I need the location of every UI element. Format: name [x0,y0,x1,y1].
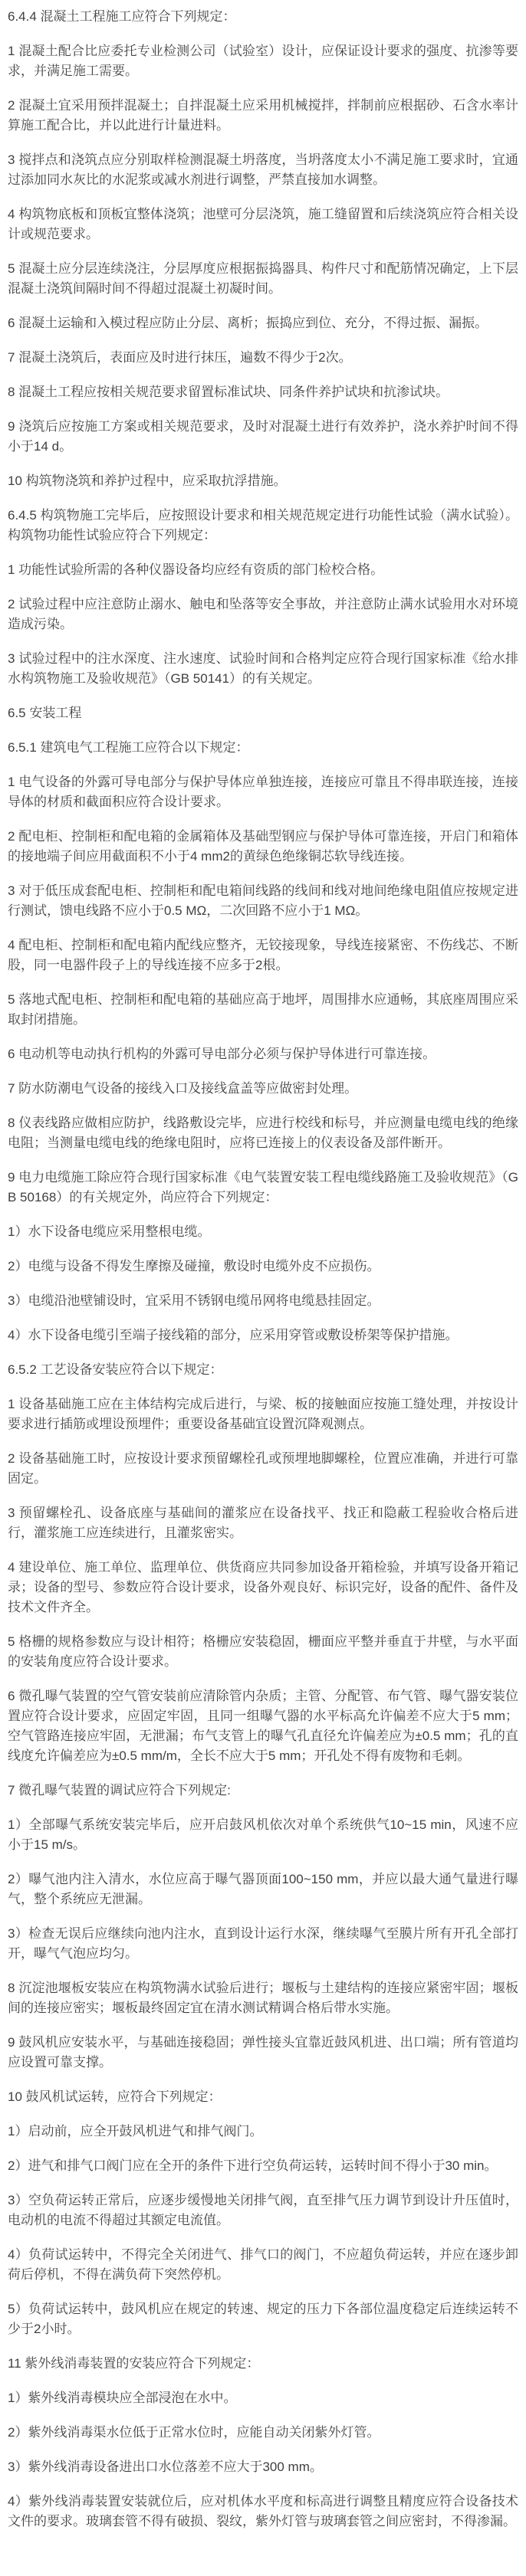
clause-subitem: 1）启动前，应全开鼓风机进气和排气阀门。 [8,2124,263,2138]
clause-item: 5 格栅的规格参数应与设计相符；格栅应安装稳固，栅面应平整并垂直于井壁，与水平面的安装角度应符合设计要求。 [8,1634,518,1669]
clause-item: 8 仪表线路应做相应防护，线路敷设完毕，应进行校线和标号，并应测量电缆电线的绝缘电阻；当测量电缆电线的绝缘电阻时，应将已连接上的仪表设备及部件断开。 [8,1116,518,1150]
clause-item: 8 混凝土工程应按相关规范要求留置标准试块、同条件养护试块和抗渗试块。 [8,385,449,399]
clause-item: 4 建设单位、施工单位、监理单位、供货商应共同参加设备开箱检验，并填写设备开箱记录；设备的型号、参数应符合设计要求，设备外观良好、标识完好，设备的配件、备件及技术文件齐全。 [8,1560,518,1614]
clause-subitem: 1）水下设备电缆应采用整根电缆。 [8,1224,211,1239]
clause-item: 10 鼓风机试运转，应符合下列规定： [8,2089,222,2104]
clause-item: 2 试验过程中应注意防止溺水、触电和坠落等安全事故，并注意防止满水试验用水对环境造成污染。 [8,597,518,631]
clause-item: 7 防水防潮电气设备的接线入口及接线盒盖等应做密封处理。 [8,1081,358,1096]
clause-item: 4 构筑物底板和顶板宜整体浇筑；池壁可分层浇筑，施工缝留置和后续浇筑应符合相关设计或规范要求。 [8,207,518,241]
clause-subitem: 4）水下设备电缆引至端子接线箱的部分，应采用穿管或敷设桥架等保护措施。 [8,1328,459,1342]
clause-item: 3 预留螺栓孔、设备底座与基础间的灌浆应在设备找平、找正和隐蔽工程验收合格后进行，灌浆施工应连续进行，且灌浆密实。 [8,1506,518,1540]
section-heading: 6.5 安装工程 [8,706,82,720]
clause-subitem: 2）进气和排气口阀门应在全开的条件下进行空负荷运转，运转时间不得小于30 min。 [8,2158,498,2173]
clause-item: 9 电力电缆施工除应符合现行国家标准《电气装置安装工程电缆线路施工及验收规范》（GB 50168）的有关规定外，尚应符合下列规定： [8,1170,518,1204]
clause-subitem: 3）空负荷运转正常后，应逐步缓慢地关闭排气阀，直至排气压力调节到设计升压值时，电动机的电流不得超过其额定电流值。 [8,2193,518,2227]
clause-subitem: 3）紫外线消毒设备进出口水位落差不应大于300 mm。 [8,2460,323,2474]
clause-item: 6 混凝土运输和入模过程应防止分层、离析；振捣应到位、充分，不得过振、漏振。 [8,316,488,330]
clause-item: 5 混凝土应分层连续浇注，分层厚度应根据振捣器具、构件尺寸和配筋情况确定，上下层混凝土浇筑间隔时间不得超过混凝土初凝时间。 [8,261,518,296]
clause-item: 6 微孔曝气装置的空气管安装前应清除管内杂质；主管、分配管、布气管、曝气器安装位置应符合设计要求，应固定牢固，且同一组曝气器的水平标高允许偏差不应大于5 mm；空气管路连接应牢固，无泄漏；布气支管上的曝气孔直径允许偏差应为±0.5 mm；孔的直线度允许偏差应为±0.5 mm/m，全长不应大于5 mm；开孔处不得有废物和毛刺。 [8,1689,518,1763]
clause-item: 1 功能性试验所需的各种仪器设备均应经有资质的部门检校合格。 [8,562,384,577]
clause-heading: 6.5.1 建筑电气工程施工应符合以下规定： [8,740,249,755]
clause-subitem: 2）曝气池内注入清水，水位应高于曝气器顶面100~150 mm，并应以最大通气量进行曝气，整个系统应无泄漏。 [8,1872,518,1906]
clause-item: 3 搅拌点和浇筑点应分别取样检测混凝土坍落度，当坍落度太小不满足施工要求时，宜通过添加同水灰比的水泥浆或减水剂进行调整，严禁直接加水调整。 [8,152,518,187]
clause-item: 2 设备基础施工时，应按设计要求预留螺栓孔或预埋地脚螺栓，位置应准确，并进行可靠固定。 [8,1451,518,1486]
clause-item: 4 配电柜、控制柜和配电箱内配线应整齐，无铰接现象，导线连接紧密、不伤线芯、不断股，同一电器件段子上的导线连接不应多于2根。 [8,938,518,972]
clause-item: 9 浇筑后应按施工方案或相关规范要求，及时对混凝土进行有效养护，浇水养护时间不得小于14 d。 [8,419,518,454]
clause-subitem: 4）紫外线消毒装置安装就位后，应对机体水平度和标高进行调整且精度应符合设备技术文件的要求。玻璃套管不得有破损、裂纹，紫外灯管与玻璃套管之间应密封，不得渗漏。 [8,2494,518,2528]
clause-item: 1 电气设备的外露可导电部分与保护导体应单独连接，连接应可靠且不得串联连接，连接导体的材质和截面积应符合设计要求。 [8,775,518,809]
clause-item: 3 对于低压成套配电柜、控制柜和配电箱间线路的线间和线对地间绝缘电阻值应按规定进行测试，馈电线路不应小于0.5 MΩ，二次回路不应小于1 MΩ。 [8,883,518,918]
clause-item: 5 落地式配电柜、控制柜和配电箱的基础应高于地坪，周围排水应通畅，其底座周围应采取封闭措施。 [8,992,518,1027]
clause-subitem: 1）全部曝气系统安装完毕后，应开启鼓风机依次对单个系统供气10~15 min，风速不应小于15 m/s。 [8,1817,518,1852]
clause-item: 3 试验过程中的注水深度、注水速度、试验时间和合格判定应符合现行国家标准《给水排水构筑物施工及验收规范》（GB 50141）的有关规定。 [8,651,518,686]
clause-item: 2 混凝土宜采用预拌混凝土；自拌混凝土应采用机械搅拌，拌制前应根据砂、石含水率计算施工配合比，并以此进行计量进料。 [8,98,518,133]
clause-heading: 6.4.5 构筑物施工完毕后，应按照设计要求和相关规范规定进行功能性试验（满水试验）。构筑物功能性试验应符合下列规定： [8,508,518,542]
clause-item: 7 微孔曝气装置的调试应符合下列规定: [8,1783,231,1798]
clause-item: 10 构筑物浇筑和养护过程中，应采取抗浮措施。 [8,474,287,488]
clause-subitem: 5）负荷试运转中，鼓风机应在规定的转速、规定的压力下各部位温度稳定后连续运转不少于2小时。 [8,2302,518,2336]
clause-heading: 6.4.4 混凝土工程施工应符合下列规定： [8,9,236,24]
clause-item: 9 鼓风机应安装水平，与基础连接稳固；弹性接头宜靠近鼓风机进、出口端；所有管道均应设置可靠支撑。 [8,2035,518,2070]
clause-item: 6 电动机等电动执行机构的外露可导电部分必须与保护导体进行可靠连接。 [8,1047,436,1061]
clause-subitem: 3）检查无误后应继续向池内注水，直到设计运行水深，继续曝气至膜片所有开孔全部打开，曝气气泡应均匀。 [8,1926,518,1961]
clause-subitem: 3）电缆沿池壁铺设时，宜采用不锈钢电缆吊网将电缆悬挂固定。 [8,1293,380,1308]
clause-item: 2 配电柜、控制柜和配电箱的金属箱体及基础型钢应与保护导体可靠连接，开启门和箱体的接地端子间应用截面积不小于4 mm2的黄绿色绝缘铜芯软导线连接。 [8,829,518,864]
clause-item: 1 混凝土配合比应委托专业检测公司（试验室）设计，应保证设计要求的强度、抗渗等要求，并满足施工需要。 [8,44,518,78]
clause-heading: 6.5.2 工艺设备安装应符合以下规定： [8,1362,223,1377]
clause-subitem: 1）紫外线消毒模块应全部浸泡在水中。 [8,2391,237,2405]
clause-subitem: 4）负荷试运转中，不得完全关闭进气、排气口的阀门，不应超负荷运转，并应在逐步卸荷后停机，不得在满负荷下突然停机。 [8,2247,518,2282]
clause-item: 11 紫外线消毒装置的安装应符合下列规定： [8,2356,260,2371]
clause-item: 1 设备基础施工应在主体结构完成后进行，与梁、板的接触面应按施工缝处理，并按设计要求进行插筋或埋设预埋件；重要设备基础宜设置沉降观测点。 [8,1397,518,1431]
clause-item: 8 沉淀池堰板安装应在构筑物满水试验后进行；堰板与土建结构的连接应紧密牢固；堰板间的连接应密实；堰板最终固定宜在清水测试精调合格后带水实施。 [8,1981,518,2015]
clause-subitem: 2）电缆与设备不得发生摩擦及碰撞，敷设时电缆外皮不应损伤。 [8,1259,380,1273]
clause-item: 7 混凝土浇筑后，表面应及时进行抹压，遍数不得少于2次。 [8,350,352,365]
clause-subitem: 2）紫外线消毒渠水位低于正常水位时，应能自动关闭紫外灯管。 [8,2425,380,2440]
